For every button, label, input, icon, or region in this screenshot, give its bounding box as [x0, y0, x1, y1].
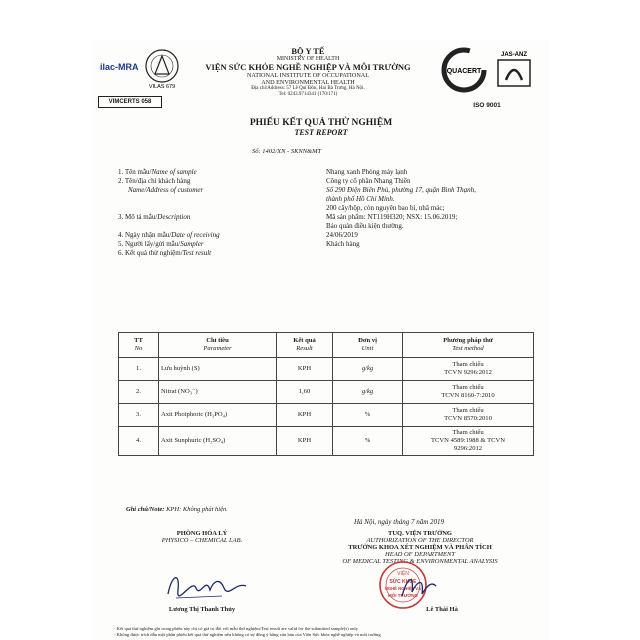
jas-anz-icon: [498, 60, 530, 86]
table-header-row: TT No Chỉ tiêu Parameter Kết quả Result Đơn vị Unit Phương pháp thử Test method: [119, 333, 534, 358]
institute-name-en-2: AND ENVIRONMENTAL HEALTH: [261, 79, 355, 86]
director-handwritten-signature: [398, 572, 438, 602]
info-row: 3. Mô tả mẫu/Description Mã sản phẩm: NT119H320; NSX: 15.06.2019;: [118, 213, 458, 221]
info-row: 200 cây/hộp, còn nguyên bao bì, nhã mác;: [326, 204, 445, 212]
issue-date: Hà Nội, ngày tháng 7 năm 2019: [354, 518, 445, 526]
director-signature-block: TUQ. VIỆN TRƯỞNG AUTHORIZATION OF THE DIRECTOR TRƯỞNG KHOA XÉT NGHIỆM VÀ PHÂN TÍCH HEAD OF DEPARTMENT OF MEDICAL TESTING & ENVIRONMENTAL ANALYSIS: [342, 530, 498, 565]
director-signer-name: Lê Thái Hà: [426, 606, 458, 613]
iso-label: ISO 9001: [473, 102, 501, 109]
table-row: 4. Axit Sunphuric (H₂SO₄) KPH % Tham chiếu TCVN 4589:1988 & TCVN 9296:2012: [119, 427, 534, 456]
lab-signature-block: PHÒNG HÓA LÝ PHYSICO – CHEMICAL LAB.: [161, 530, 243, 544]
accreditation-logos: [98, 46, 184, 90]
info-row: 6. Kết quả thử nghiệm/Test result: [118, 249, 212, 257]
institute-header: [192, 46, 424, 98]
svg-text:QUACERT: QUACERT: [446, 68, 482, 75]
test-report-document: [92, 40, 550, 640]
ilac-mra-logo: ilac-MRA: [100, 62, 139, 72]
report-footer: - Kết quả thử nghiệm ghi trong phiếu này chỉ có giá trị đối với mẫu thử nghiệm/Test result are valid for the submitted sample(s) only - Không được trích dẫn một phần phiếu kết quả thử nghiệm nếu không có sự đồng ý bằng văn bản của Viện Sức khỏe nghề nghiệp và môi trường: [114, 626, 381, 637]
vilas-seal-icon: [155, 56, 169, 74]
report-title-en: TEST REPORT: [294, 128, 348, 137]
report-number: Số: 1402/XN - SKNN&MT: [252, 148, 322, 155]
info-row: 1. Tên mẫu/Name of sample Nhang xanh Phòng máy lạnh: [118, 168, 408, 176]
info-row: Name/Address of customer Số 290 Điện Biên Phủ, phường 17, quận Bình Thạnh,: [128, 186, 476, 194]
institute-address: Địa chỉ/Address: 57 Lê Quí Đôn, Hai Bà Trưng, Hà Nội.: [251, 86, 365, 91]
table-row: 3. Axit Photphoric (H₃PO₄) KPH % Tham chiếu TCVN 8570:2010: [119, 404, 534, 427]
institute-name-en-1: NATIONAL INSTITUTE OF OCCUPATIONAL: [246, 72, 370, 79]
svg-text:MÔI TRƯỜNG: MÔI TRƯỜNG: [387, 593, 419, 598]
ministry-name-en: MINISTRY OF HEALTH: [276, 56, 340, 62]
table-row: 2. Nitrat (NO₃⁻) 1,60 g/kg Tham chiếu TCVN 8160-7:2010: [119, 381, 534, 404]
sample-info: [118, 168, 538, 258]
report-title: [92, 118, 550, 137]
vimcerts-box: VIMCERTS 058: [98, 96, 162, 108]
institute-phone: Tel: 0243.9714341 (170/171): [278, 92, 338, 97]
svg-text:SỨC KHỎE: SỨC KHỎE: [389, 579, 417, 585]
lab-signer-name: Lương Thị Thanh Thủy: [168, 606, 236, 613]
jas-anz-label: JAS-ANZ: [500, 52, 528, 58]
lab-handwritten-signature: [162, 568, 252, 602]
institute-name: VIỆN SỨC KHỎE NGHỀ NGHIỆP VÀ MÔI TRƯỜNG: [205, 62, 411, 72]
info-row: 5. Người lấy/gửi mẫu/Sampler Khách hàng: [118, 240, 360, 248]
results-table: [118, 332, 534, 456]
ministry-name: BỘ Y TẾ: [291, 46, 325, 56]
table-row: 1. Lưu huỳnh (S) KPH g/kg Tham chiếu TCVN 9296:2012: [119, 358, 534, 381]
report-title-vi: PHIẾU KẾT QUẢ THỬ NGHIỆM: [249, 118, 393, 128]
svg-text:VIỆN: VIỆN: [397, 571, 409, 577]
info-row: thành phố Hồ Chí Minh.: [326, 195, 395, 203]
info-row: 2. Tên/địa chỉ khách hàng Công ty cổ phần Nhang Thiền: [118, 177, 411, 185]
quacert-logo: [428, 46, 544, 98]
note: Ghi chú/Note: KPH: Không phát hiện.: [126, 506, 228, 513]
info-row: Bảo quản điều kiện thường.: [326, 222, 404, 230]
vilas-label: VILAS 679: [148, 84, 176, 90]
info-row: 4. Ngày nhận mẫu/Date of receiving 24/06/2019: [118, 231, 358, 239]
svg-text:NGHỀ NGHIỆP VÀ: NGHỀ NGHIỆP VÀ: [384, 586, 422, 591]
